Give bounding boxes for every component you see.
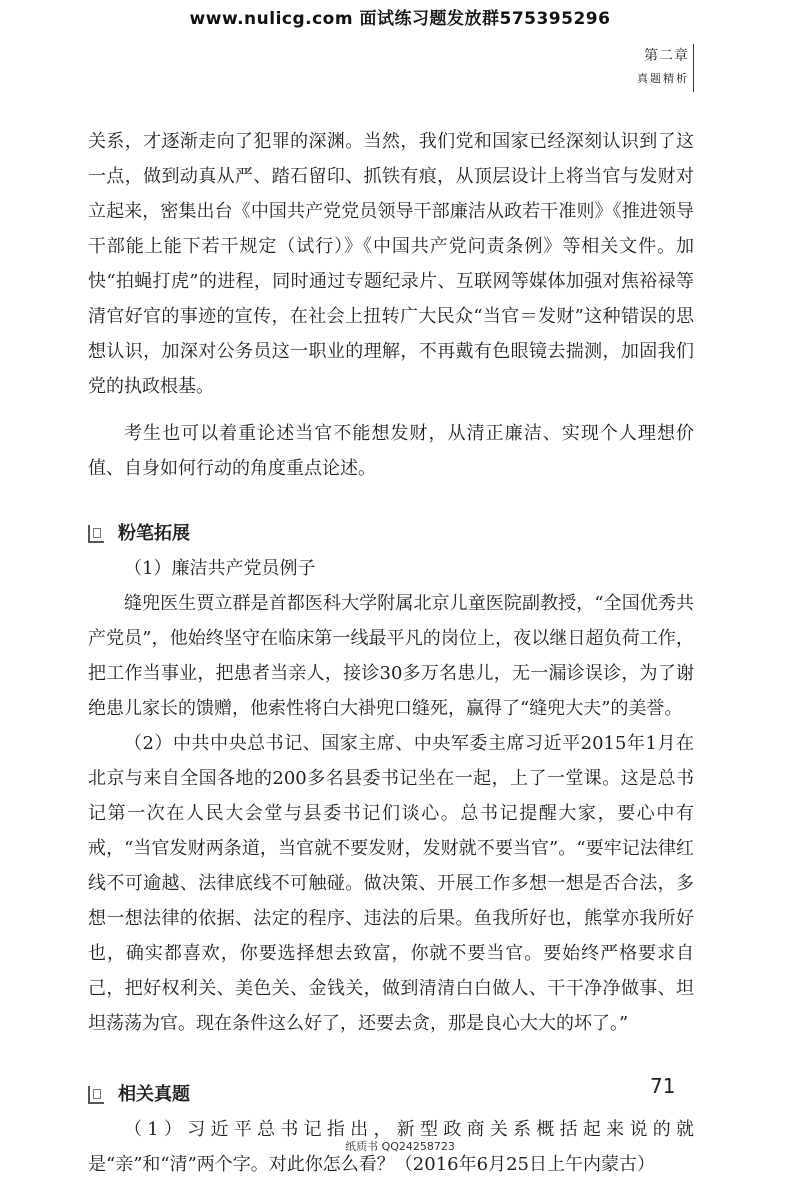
chapter-subtitle: 真题精析: [637, 72, 689, 85]
paragraph: 关系，才逐渐走向了犯罪的深渊。当然，我们党和国家已经深刻认识到了这一点，做到动真从严、踏石留印、抓铁有痕，从顶层设计上将当官与发财对立起来，密集出台《中国共产党党员领导干部廉洁从政若干准则》《推进领导干部能上能下若干规定（试行）》《中国共产党问责条例》等相关文件。加快“拍蝇打虎”的进程，同时通过专题纪录片、互联网等媒体加强对焦裕禄等清官好官的事迹的宣传，在社会上扭转广大民众“当官＝发财”这种错误的思想认识，加深对公务员这一职业的理解，不再戴有色眼镜去揣测，加固我们党的执政根基。: [88, 131, 694, 397]
section-title: 相关真题: [118, 1084, 190, 1105]
footer-label: 纸质书 QQ24258723: [345, 1140, 455, 1153]
chapter-divider: [693, 44, 694, 92]
section-heading-related: [88, 1077, 694, 1112]
paragraph: 缝兜医生贾立群是首都医科大学附属北京儿童医院副教授，“全国优秀共产党员”，他始终坚守在临床第一线最平凡的岗位上，夜以继日超负荷工作，把工作当事业，把患者当亲人，接诊30多万名患儿，无一漏诊误诊，为了谢绝患儿家长的馈赠，他索性将白大褂兜口缝死，赢得了“缝兜大夫”的美誉。: [88, 593, 694, 719]
chapter-title: 第二章: [644, 48, 689, 64]
page-number: 71: [650, 1074, 676, 1098]
section-title: 粉笔拓展: [118, 523, 190, 544]
section-heading-extension: [88, 516, 694, 551]
site-header: www.nulicg.com 面试练习题发放群575395296: [189, 9, 611, 29]
section-icon: [88, 1086, 104, 1104]
list-item: （1）习近平总书记指出，新型政商关系概括起来说的就是“亲”和“清”两个字。对此你怎么看？（2016年6月25日上午内蒙古）: [88, 1119, 694, 1175]
paragraph: 考生也可以着重论述当官不能想发财，从清正廉洁、实现个人理想价值、自身如何行动的角度重点论述。: [88, 423, 694, 479]
section-icon: [88, 525, 104, 543]
chapter-header: [637, 46, 689, 89]
list-item-title: （1）廉洁共产党员例子: [124, 558, 316, 579]
page-body: [88, 124, 694, 1182]
list-item: （2）中共中央总书记、国家主席、中央军委主席习近平2015年1月在北京与来自全国各地的200多名县委书记坐在一起，上了一堂课。这是总书记第一次在人民大会堂与县委书记们谈心。总书记提醒大家，要心中有戒，“当官发财两条道，当官就不要发财，发财就不要当官”。“要牢记法律红线不可逾越、法律底线不可触碰。做决策、开展工作多想一想是否合法，多想一想法律的依据、法定的程序、违法的后果。鱼我所好也，熊掌亦我所好也，确实都喜欢，你要选择想去致富，你就不要当官。要始终严格要求自己，把好权利关、美色关、金钱关，做到清清白白做人、干干净净做事、坦坦荡荡为官。现在条件这么好了，还要去贪，那是良心大大的坏了。”: [88, 733, 694, 1034]
